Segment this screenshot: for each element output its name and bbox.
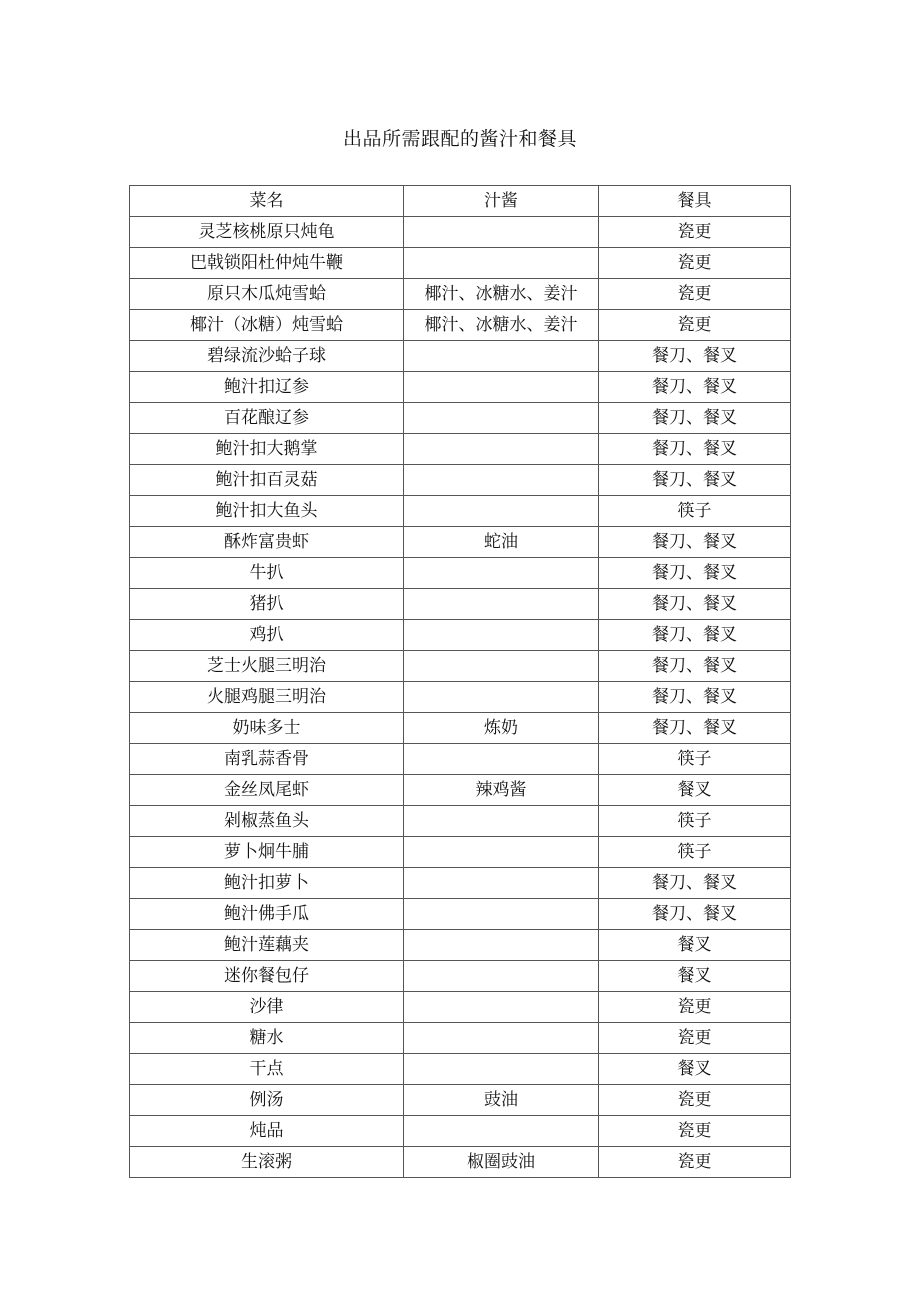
- utensils-cell: 餐刀、餐叉: [599, 403, 791, 434]
- dish-name-cell: 鸡扒: [130, 620, 404, 651]
- sauce-cell: 椰汁、冰糖水、姜汁: [404, 279, 599, 310]
- table-row: [130, 403, 791, 434]
- sauce-cell: [404, 558, 599, 589]
- table-row: [130, 806, 791, 837]
- sauce-cell: [404, 217, 599, 248]
- utensils-cell: 瓷更: [599, 1116, 791, 1147]
- sauce-cell: [404, 248, 599, 279]
- table-row: [130, 1085, 791, 1116]
- utensils-cell: 瓷更: [599, 310, 791, 341]
- table-row: [130, 961, 791, 992]
- dish-name-cell: 芝士火腿三明治: [130, 651, 404, 682]
- sauce-cell: 椰汁、冰糖水、姜汁: [404, 310, 599, 341]
- utensils-cell: 餐刀、餐叉: [599, 620, 791, 651]
- sauce-cell: [404, 589, 599, 620]
- utensils-cell: 餐刀、餐叉: [599, 682, 791, 713]
- dish-name-cell: 鲍汁扣大鱼头: [130, 496, 404, 527]
- sauce-cell: [404, 434, 599, 465]
- table-row: [130, 899, 791, 930]
- table-header-row: [130, 186, 791, 217]
- page-title: 出品所需跟配的酱汁和餐具: [342, 128, 577, 150]
- dish-name-cell: 猪扒: [130, 589, 404, 620]
- sauce-cell: [404, 682, 599, 713]
- dish-name-cell: 巴戟锁阳杜仲炖牛鞭: [130, 248, 404, 279]
- utensils-cell: 筷子: [599, 496, 791, 527]
- dish-name-cell: 灵芝核桃原只炖龟: [130, 217, 404, 248]
- sauce-cell: [404, 1054, 599, 1085]
- dish-name-cell: 鲍汁扣大鹅掌: [130, 434, 404, 465]
- dish-name-cell: 鲍汁莲藕夹: [130, 930, 404, 961]
- utensils-cell: 餐刀、餐叉: [599, 372, 791, 403]
- sauce-cell: [404, 930, 599, 961]
- dish-name-cell: 炖品: [130, 1116, 404, 1147]
- sauce-cell: 豉油: [404, 1085, 599, 1116]
- table-row: [130, 651, 791, 682]
- table-row: [130, 713, 791, 744]
- sauce-cell: [404, 899, 599, 930]
- sauce-cell: [404, 341, 599, 372]
- dish-name-cell: 鲍汁扣萝卜: [130, 868, 404, 899]
- utensils-cell: 瓷更: [599, 1023, 791, 1054]
- sauce-cell: [404, 806, 599, 837]
- table-row: [130, 248, 791, 279]
- table-row: [130, 589, 791, 620]
- sauce-cell: [404, 868, 599, 899]
- utensils-cell: 餐刀、餐叉: [599, 899, 791, 930]
- utensils-cell: 餐刀、餐叉: [599, 651, 791, 682]
- utensils-cell: 筷子: [599, 744, 791, 775]
- utensils-cell: 餐刀、餐叉: [599, 465, 791, 496]
- sauce-cell: [404, 961, 599, 992]
- table-body: [130, 217, 791, 1178]
- dish-name-cell: 干点: [130, 1054, 404, 1085]
- dish-name-cell: 生滚粥: [130, 1147, 404, 1178]
- table-row: [130, 372, 791, 403]
- sauce-cell: [404, 1116, 599, 1147]
- table-row: [130, 775, 791, 806]
- dish-name-cell: 萝卜炯牛脯: [130, 837, 404, 868]
- utensils-cell: 筷子: [599, 806, 791, 837]
- dish-name-cell: 例汤: [130, 1085, 404, 1116]
- table-row: [130, 620, 791, 651]
- sauce-cell: 炼奶: [404, 713, 599, 744]
- table-row: [130, 310, 791, 341]
- utensils-cell: 瓷更: [599, 279, 791, 310]
- table-row: [130, 1023, 791, 1054]
- table-row: [130, 279, 791, 310]
- dish-name-cell: 南乳蒜香骨: [130, 744, 404, 775]
- table-row: [130, 930, 791, 961]
- sauce-cell: [404, 1023, 599, 1054]
- table-row: [130, 217, 791, 248]
- dish-name-cell: 碧绿流沙蛤子球: [130, 341, 404, 372]
- sauce-cell: [404, 465, 599, 496]
- utensils-cell: 餐刀、餐叉: [599, 527, 791, 558]
- dish-name-cell: 金丝凤尾虾: [130, 775, 404, 806]
- sauce-cell: [404, 620, 599, 651]
- utensils-cell: 餐叉: [599, 961, 791, 992]
- table-row: [130, 682, 791, 713]
- table-row: [130, 1116, 791, 1147]
- dish-name-cell: 火腿鸡腿三明治: [130, 682, 404, 713]
- utensils-cell: 餐刀、餐叉: [599, 341, 791, 372]
- table-row: [130, 992, 791, 1023]
- table-row: [130, 341, 791, 372]
- dish-name-cell: 酥炸富贵虾: [130, 527, 404, 558]
- dish-name-cell: 奶味多士: [130, 713, 404, 744]
- utensils-cell: 餐刀、餐叉: [599, 713, 791, 744]
- header-utensils: 餐具: [599, 186, 791, 217]
- utensils-cell: 餐叉: [599, 930, 791, 961]
- sauce-cell: 蛇油: [404, 527, 599, 558]
- utensils-cell: 筷子: [599, 837, 791, 868]
- utensils-cell: 瓷更: [599, 992, 791, 1023]
- header-dish-name: 菜名: [130, 186, 404, 217]
- table-row: [130, 868, 791, 899]
- sauce-cell: [404, 496, 599, 527]
- sauce-cell: [404, 651, 599, 682]
- dish-name-cell: 百花酿辽参: [130, 403, 404, 434]
- dish-name-cell: 原只木瓜炖雪蛤: [130, 279, 404, 310]
- table-row: [130, 527, 791, 558]
- table-row: [130, 434, 791, 465]
- dish-name-cell: 牛扒: [130, 558, 404, 589]
- utensils-cell: 瓷更: [599, 1085, 791, 1116]
- utensils-cell: 餐刀、餐叉: [599, 558, 791, 589]
- header-sauce: 汁酱: [404, 186, 599, 217]
- table-row: [130, 465, 791, 496]
- dish-name-cell: 迷你餐包仔: [130, 961, 404, 992]
- utensils-cell: 瓷更: [599, 248, 791, 279]
- utensils-cell: 瓷更: [599, 217, 791, 248]
- dish-name-cell: 鲍汁扣百灵菇: [130, 465, 404, 496]
- table-row: [130, 558, 791, 589]
- dish-name-cell: 沙律: [130, 992, 404, 1023]
- sauce-cell: [404, 403, 599, 434]
- utensils-cell: 餐刀、餐叉: [599, 434, 791, 465]
- dish-name-cell: 鲍汁佛手瓜: [130, 899, 404, 930]
- sauce-cell: 椒圈豉油: [404, 1147, 599, 1178]
- utensils-cell: 瓷更: [599, 1147, 791, 1178]
- sauce-cell: 辣鸡酱: [404, 775, 599, 806]
- sauce-cell: [404, 837, 599, 868]
- table-row: [130, 744, 791, 775]
- utensils-cell: 餐刀、餐叉: [599, 589, 791, 620]
- utensils-cell: 餐叉: [599, 775, 791, 806]
- dish-name-cell: 鲍汁扣辽参: [130, 372, 404, 403]
- utensils-cell: 餐叉: [599, 1054, 791, 1085]
- dish-name-cell: 糖水: [130, 1023, 404, 1054]
- table-row: [130, 496, 791, 527]
- table-row: [130, 837, 791, 868]
- sauce-cell: [404, 372, 599, 403]
- sauce-cell: [404, 992, 599, 1023]
- dish-name-cell: 椰汁（冰糖）炖雪蛤: [130, 310, 404, 341]
- dish-name-cell: 剁椒蒸鱼头: [130, 806, 404, 837]
- utensils-cell: 餐刀、餐叉: [599, 868, 791, 899]
- table-row: [130, 1147, 791, 1178]
- sauce-utensil-table: [129, 185, 791, 1178]
- sauce-cell: [404, 744, 599, 775]
- table-row: [130, 1054, 791, 1085]
